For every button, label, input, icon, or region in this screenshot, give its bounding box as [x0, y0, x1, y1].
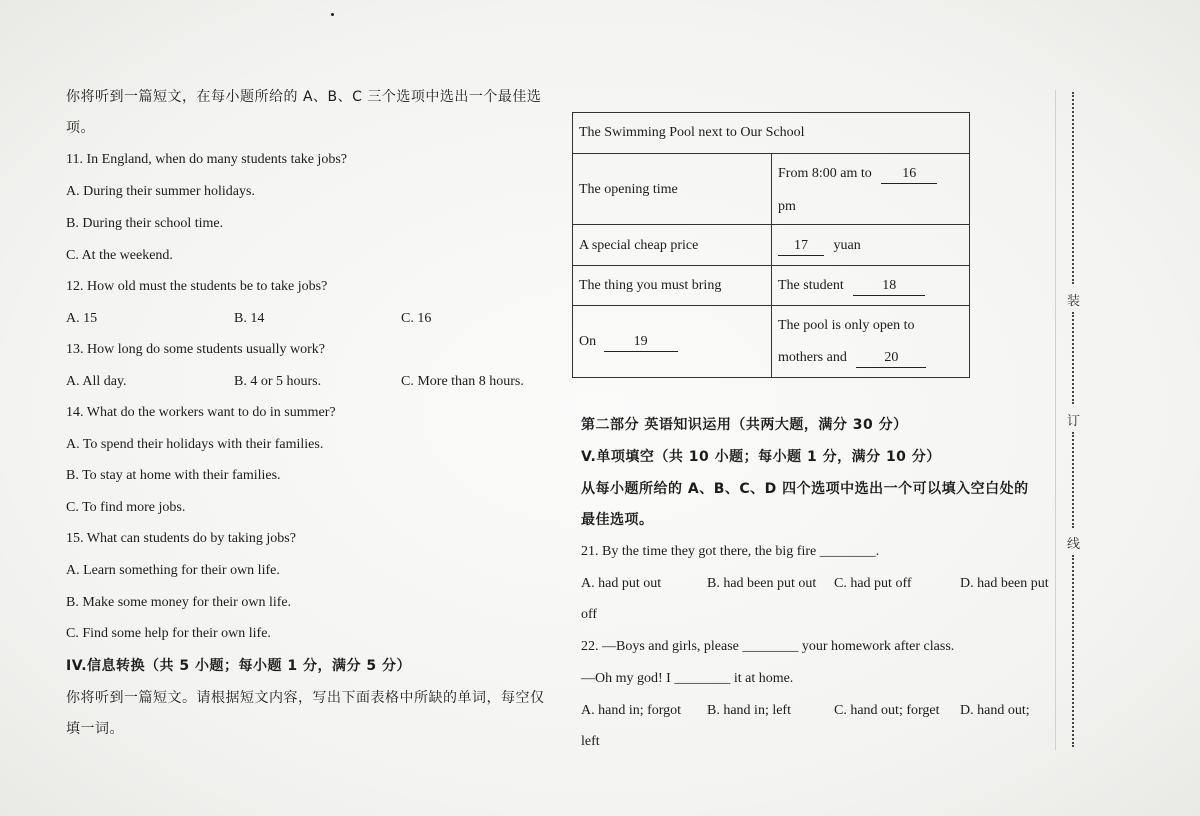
q21-option-c: C. had put off: [834, 576, 912, 591]
binding-dotted-line: [1072, 92, 1074, 284]
q11-option-a: A. During their summer holidays.: [66, 184, 255, 199]
table-column-divider: [771, 153, 772, 377]
section-5-instruction: 从每小题所给的 A、B、C、D 四个选项中选出一个可以填入空白处的: [581, 481, 1029, 497]
pool-open-text: The pool is only open to: [778, 318, 915, 333]
q22-option-d-cont: left: [581, 734, 600, 749]
q21-option-d: D. had been put: [960, 576, 1049, 591]
blank-18[interactable]: 18: [853, 277, 925, 296]
binding-dotted-line: [1072, 312, 1074, 404]
q14-option-b: B. To stay at home with their families.: [66, 468, 281, 483]
q15-option-b: B. Make some money for their own life.: [66, 595, 292, 610]
on-text: On: [579, 334, 597, 349]
row-opening-time-label: The opening time: [579, 182, 678, 197]
question-15: 15. What can students do by taking jobs?: [66, 531, 296, 546]
q11-option-c: C. At the weekend.: [66, 248, 173, 263]
q21-option-a: A. had put out: [581, 576, 662, 591]
opening-time-pm: pm: [778, 199, 796, 214]
price-unit: yuan: [833, 238, 861, 253]
row-mothers-value: [778, 349, 926, 368]
q14-option-a: A. To spend their holidays with their families.: [66, 437, 324, 452]
listening-instruction-cont: 项。: [66, 120, 95, 136]
blank-19[interactable]: 19: [604, 333, 678, 352]
q22-option-b: B. hand in; left: [707, 703, 791, 718]
row-on-label: [579, 333, 678, 352]
q13-option-b: B. 4 or 5 hours.: [234, 374, 322, 389]
blank-16[interactable]: 16: [881, 165, 937, 184]
binding-char-ding: 订: [1067, 414, 1081, 429]
row-price-value: [778, 237, 861, 256]
blank-20[interactable]: 20: [856, 349, 926, 368]
paper-fold-edge: [1055, 90, 1056, 750]
q21-option-b: B. had been put out: [707, 576, 817, 591]
mothers-text: mothers and: [778, 350, 847, 365]
q12-option-b: B. 14: [234, 311, 265, 326]
question-21: 21. By the time they got there, the big fire ________.: [581, 544, 880, 559]
table-header: The Swimming Pool next to Our School: [579, 125, 805, 140]
row-bring-value: [778, 277, 925, 296]
opening-time-text: From 8:00 am to: [778, 166, 872, 181]
binding-char-xian: 线: [1067, 537, 1081, 552]
q15-option-c: C. Find some help for their own life.: [66, 626, 271, 641]
section-4-instruction-cont: 填一词。: [66, 721, 124, 737]
q14-option-c: C. To find more jobs.: [66, 500, 186, 515]
q22-option-d: D. hand out;: [960, 703, 1030, 718]
part-2-title: 第二部分 英语知识运用（共两大题，满分 30 分）: [581, 417, 908, 433]
question-13: 13. How long do some students usually work?: [66, 342, 325, 357]
q13-option-a: A. All day.: [66, 374, 127, 389]
listening-instruction: 你将听到一篇短文，在每小题所给的 A、B、C 三个选项中选出一个最佳选: [66, 89, 542, 105]
binding-char-zhuang: 装: [1067, 294, 1081, 309]
section-4-title: IV.信息转换（共 5 小题；每小题 1 分，满分 5 分）: [66, 658, 412, 674]
q15-option-a: A. Learn something for their own life.: [66, 563, 280, 578]
ink-speck: [331, 13, 334, 16]
row-bring-label: The thing you must bring: [579, 278, 722, 293]
blank-17[interactable]: 17: [778, 237, 824, 256]
question-11: 11. In England, when do many students take jobs?: [66, 152, 347, 167]
question-12: 12. How old must the students be to take jobs?: [66, 279, 328, 294]
q13-option-c: C. More than 8 hours.: [401, 374, 524, 389]
q12-option-a: A. 15: [66, 311, 98, 326]
section-5-instruction-cont: 最佳选项。: [581, 512, 654, 528]
binding-dotted-line: [1072, 432, 1074, 528]
question-14: 14. What do the workers want to do in summer?: [66, 405, 336, 420]
q21-option-d-cont: off: [581, 607, 598, 622]
question-22-reply: —Oh my god! I ________ it at home.: [581, 671, 794, 686]
row-price-label: A special cheap price: [579, 238, 699, 253]
q11-option-b: B. During their school time.: [66, 216, 224, 231]
row-opening-time-value: [778, 165, 937, 184]
info-table: [572, 112, 970, 378]
binding-dotted-line: [1072, 555, 1074, 747]
section-4-instruction: 你将听到一篇短文。请根据短文内容，写出下面表格中所缺的单词，每空仅: [66, 690, 545, 706]
q22-option-a: A. hand in; forgot: [581, 703, 682, 718]
q12-option-c: C. 16: [401, 311, 432, 326]
section-5-title: V.单项填空（共 10 小题；每小题 1 分，满分 10 分）: [581, 449, 941, 465]
bring-text: The student: [778, 278, 844, 293]
q22-option-c: C. hand out; forget: [834, 703, 940, 718]
question-22: 22. —Boys and girls, please ________ your homework after class.: [581, 639, 955, 654]
